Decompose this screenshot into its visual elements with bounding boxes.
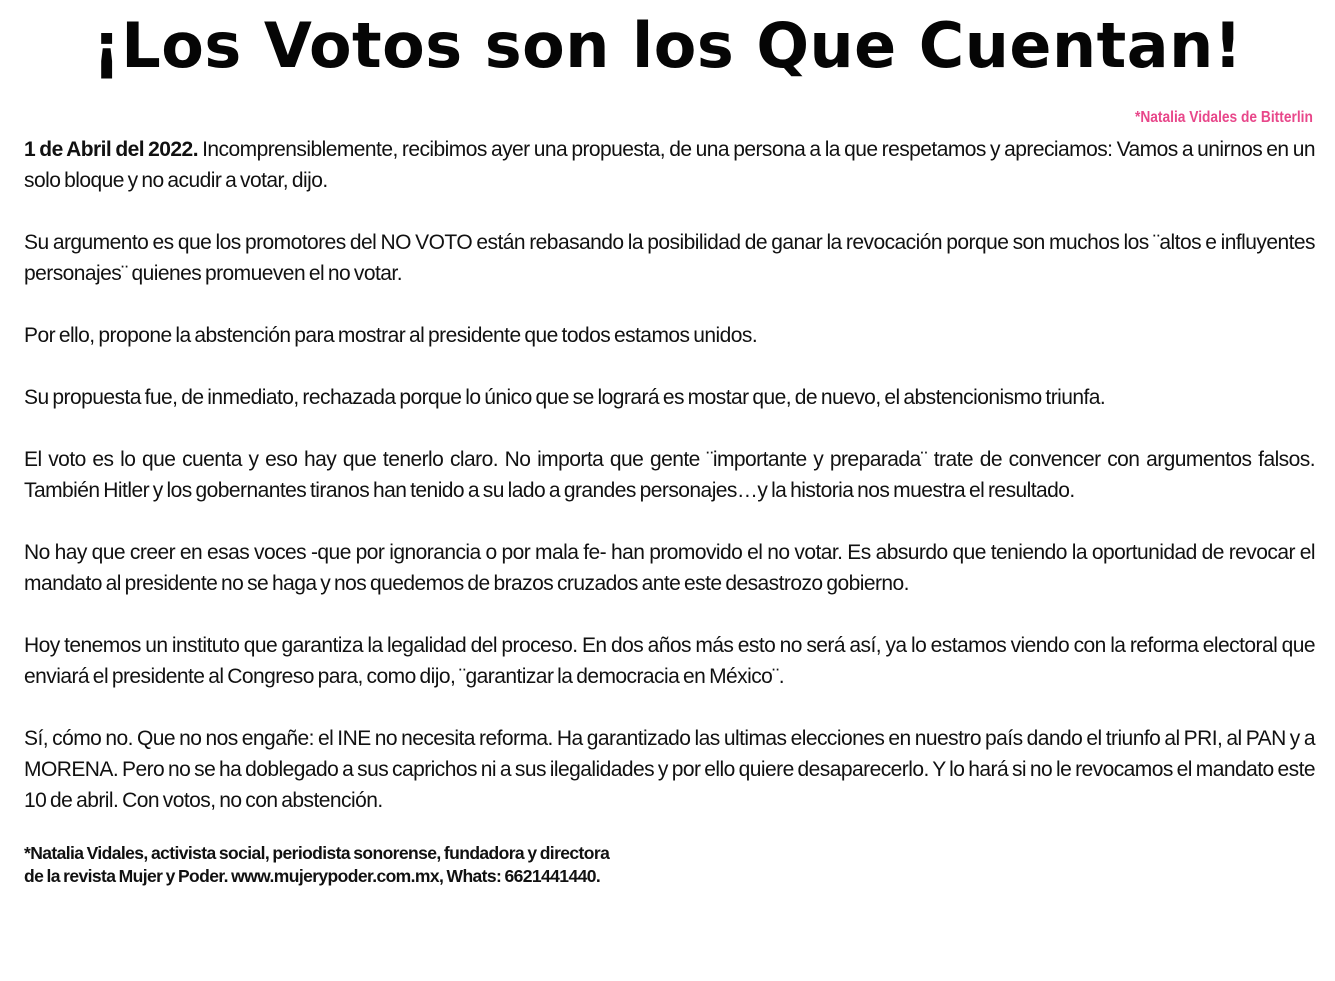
paragraph-3: Por ello, propone la abstención para mostrar al presidente que todos estamos unidos.: [24, 324, 758, 347]
article-title: ¡Los Votos son los Que Cuentan!: [92, 9, 1243, 82]
paragraph-4: Su propuesta fue, de inmediato, rechazada porque lo único que se logrará es mostar que, de nuevo, el abstencionismo triunfa.: [24, 386, 1106, 409]
author-bio-line-1: *Natalia Vidales, activista social, periodista sonorense, fundadora y directora: [24, 843, 610, 863]
author-bio: [24, 842, 784, 888]
paragraph-8: Sí, cómo no. Que no nos engañe: el INE no necesita reforma. Ha garantizado las ultimas elecciones en nuestro país dando el triunfo al PRI, al PAN y a MORENA. Pero no se ha doblegado a sus caprichos ni a sus ilegalidades y por ello quiere desaparecerlo. Y lo hará si no le revocamos el mandato este 10 de abril. Con votos, no con abstención.: [24, 727, 1315, 812]
author-byline: *Natalia Vidales de Bitterlin: [1135, 109, 1313, 126]
dateline: 1 de Abril del 2022.: [24, 138, 198, 161]
author-bio-line-2: de la revista Mujer y Poder. www.mujerypoder.com.mx, Whats: 6621441440.: [24, 866, 601, 886]
article-body: [24, 134, 1315, 847]
paragraph-1: [24, 134, 1315, 196]
paragraph-6: No hay que creer en esas voces -que por ignorancia o por mala fe- han promovido el no votar. Es absurdo que teniendo la oportunidad de revocar el mandato al presidente no se haga y nos quedemos de brazos cruzados ante este desastrozo gobierno.: [24, 541, 1315, 595]
paragraph-1-text: Incomprensiblemente, recibimos ayer una propuesta, de una persona a la que respetamos y apreciamos: Vamos a unirnos en un solo bloque y no acudir a votar, dijo.: [24, 138, 1315, 192]
paragraph-5: El voto es lo que cuenta y eso hay que tenerlo claro. No importa que gente ¨importante y preparada¨ trate de convencer con argumentos falsos. También Hitler y los gobernantes tiranos han tenido a su lado a grandes personajes…y la historia nos muestra el resultado.: [24, 448, 1315, 502]
paragraph-7: Hoy tenemos un instituto que garantiza la legalidad del proceso. En dos años más esto no será así, ya lo estamos viendo con la reforma electoral que enviará el presidente al Congreso para, como dijo, ¨garantizar la democracia en México¨.: [24, 634, 1315, 688]
paragraph-2: Su argumento es que los promotores del NO VOTO están rebasando la posibilidad de ganar la revocación porque son muchos los ¨altos e influyentes personajes¨ quienes promueven el no votar.: [24, 231, 1315, 285]
